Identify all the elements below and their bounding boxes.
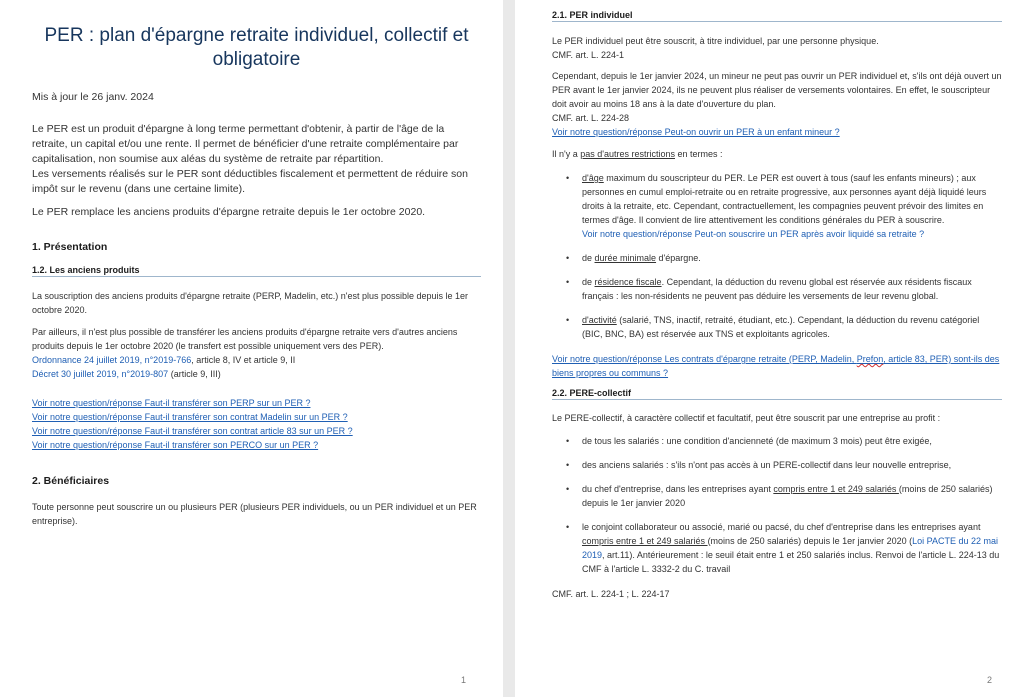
restrictions-intro <box>552 147 1002 161</box>
residence-pre: de <box>582 277 595 287</box>
anciens-produits-paragraph-1: La souscription des anciens produits d'épargne retraite (PERP, Madelin, etc.) n'est plus possible depuis le 1er octobre 2020. <box>32 291 469 315</box>
per-individuel-paragraph-2: Cependant, depuis le 1er janvier 2024, un mineur ne peut pas ouvrir un PER individuel et, s'ils ont déjà ouvert un PER avant le 1er janvier 2024, ils ne peuvent plus réaliser de versements volontaires. En effet, le souscripteur doit avoir au moins 18 ans à la date d'ouverture du plan. <box>552 71 1002 109</box>
decret-ref-text: (article 9, III) <box>168 369 221 379</box>
biens-propres-link-b: , article 83, PER) sont-ils des biens propres ou communs ? <box>552 354 1000 378</box>
page-number-2: 2 <box>987 675 993 685</box>
activite-underlined: d'activité <box>582 315 617 325</box>
beneficiaires-paragraph: Toute personne peut souscrire un ou plusieurs PER (plusieurs PER individuels, ou un PER individuel et un PER entreprise). <box>32 502 477 526</box>
residence-post: . Cependant, la déduction du revenu global est réservée aux résidents fiscaux français : les non-résidents ne peuvent pas déduire les versements de leur revenu global. <box>582 277 972 301</box>
per-individuel-ref-1: CMF. art. L. 224-1 <box>552 50 625 60</box>
bullet-icon: • <box>566 253 570 263</box>
intro-paragraph-2: Les versements réalisés sur le PER sont déductibles fiscalement et permettent de réduire son impôt sur le revenu (dans une certaine limite). <box>32 168 468 195</box>
restrictions-list <box>552 171 1002 341</box>
bullet-icon: • <box>566 484 570 494</box>
residence-underlined: résidence fiscale <box>594 277 662 287</box>
restrictions-underlined: pas d'autres restrictions <box>580 149 675 159</box>
restrictions-post: en termes : <box>675 149 723 159</box>
intro-paragraph-3: Le PER remplace les anciens produits d'épargne retraite depuis le 1er octobre 2020. <box>32 206 426 218</box>
section-presentation-heading: 1. Présentation <box>32 241 108 253</box>
updated-date: Mis à jour le 26 janv. 2024 <box>32 91 154 103</box>
chef-pre: du chef d'entreprise, dans les entreprises ayant <box>582 484 774 494</box>
faq-link-article83[interactable]: Voir notre question/réponse Faut-il transférer son contrat article 83 sur un PER ? <box>32 426 353 436</box>
faq-link-apres-retraite[interactable]: Voir notre question/réponse Peut-on souscrire un PER après avoir liquidé sa retraite ? <box>582 229 925 239</box>
pere-item-chef-entreprise <box>566 482 1002 510</box>
pere-item-salaries-text: de tous les salariés : une condition d'ancienneté (de maximum 3 mois) peut être exigée, <box>582 436 932 446</box>
per-individuel-paragraph-1: Le PER individuel peut être souscrit, à titre individuel, par une personne physique. <box>552 36 879 46</box>
faq-links <box>32 396 481 452</box>
anciens-produits-paragraph-2: Par ailleurs, il n'est plus possible de transférer les anciens produits d'épargne retraite vers d'autres anciens produits depuis le 1er octobre 2020 (le transfert est possible uniquement vers des PER). <box>32 327 458 351</box>
faq-link-perco[interactable]: Voir notre question/réponse Faut-il transférer son PERCO sur un PER ? <box>32 440 319 450</box>
ordonnance-ref-text: , article 8, IV et article 9, II <box>191 355 296 365</box>
restriction-age-item <box>566 171 1002 241</box>
document-page-1 <box>0 0 503 697</box>
section-per-individuel-heading: 2.1. PER individuel <box>552 10 1002 22</box>
age-underlined: d'âge <box>582 173 604 183</box>
pere-item-conjoint <box>566 520 1002 576</box>
conjoint-mid: (moins de 250 salariés) depuis le 1er janvier 2020 ( <box>707 536 913 546</box>
document-page-2 <box>515 0 1024 697</box>
bullet-icon: • <box>566 277 570 287</box>
section-beneficiaires-heading: 2. Bénéficiaires <box>32 475 110 487</box>
decret-link[interactable]: Décret 30 juillet 2019, n°2019-807 <box>32 369 169 379</box>
chef-underlined: compris entre 1 et 249 salariés <box>773 484 899 494</box>
document-title: PER : plan d'épargne retraite individuel, collectif et obligatoire <box>44 25 469 70</box>
page-number-1: 1 <box>461 675 467 685</box>
faq-link-biens-propres[interactable] <box>552 352 1002 380</box>
bullet-icon: • <box>566 460 570 470</box>
restriction-duree-item <box>566 251 1002 265</box>
bullet-icon: • <box>566 522 570 532</box>
loi-pacte-link[interactable]: Loi PACTE du 22 mai 2019 <box>582 536 999 560</box>
pere-collectif-ref: CMF. art. L. 224-1 ; L. 224-17 <box>552 589 670 599</box>
pere-collectif-intro: Le PERE-collectif, à caractère collectif et facultatif, peut être souscrit par une entreprise au profit : <box>552 413 941 423</box>
conjoint-post: , art.11). Antérieurement : le seuil était entre 1 et 250 salariés inclus. Renvoi de l'article L. 224-13 du CMF à l'article L. 3332-2 du C. travail <box>582 550 1000 574</box>
pere-collectif-list <box>552 434 1002 576</box>
restriction-residence-item <box>566 275 1002 303</box>
biens-propres-link-a: Voir notre question/réponse Les contrats d'épargne retraite (PERP, Madelin, <box>552 354 857 364</box>
age-text: maximum du souscripteur du PER. Le PER est ouvert à tous (sauf les enfants mineurs) ; aux personnes en cumul emploi-retraite ou en retraite progressive, aux personnes ayant déjà liquidé leurs droits à la retraite, etc. Cependant, contractuellement, les compagnies peuvent prévoir des limites en termes d'âge. Il convient de lire attentivement les conditions générales du PER à souscrire. <box>582 173 987 225</box>
intro-paragraph-1: Le PER est un produit d'épargne à long terme permettant d'obtenir, à partir de l'âge de la retraite, un capital et/ou une rente. Il permet de bénéficier d'une retraite complémentaire par capitalisation, non soumise aux aléas du système de retraite par répartition. <box>32 123 459 165</box>
section-pere-collectif-heading: 2.2. PERE-collectif <box>552 388 1002 400</box>
activite-post: (salarié, TNS, inactif, retraité, étudiant, etc.). Cependant, la déduction du revenu catégoriel (BIC, BNC, BA) est réservée aux TNS et exploitants agricoles. <box>582 315 980 339</box>
pere-item-anciens-salaries <box>566 458 1002 472</box>
bullet-icon: • <box>566 436 570 446</box>
restriction-activite-item <box>566 313 1002 341</box>
duree-post: d'épargne. <box>656 253 701 263</box>
per-individuel-ref-2: CMF. art. L. 224-28 <box>552 113 630 123</box>
bullet-icon: • <box>566 173 570 183</box>
chef-post: (moins de 250 salariés) depuis le 1er janvier 2020 <box>582 484 993 508</box>
prefon-word: Prefon <box>856 354 884 364</box>
conjoint-pre: le conjoint collaborateur ou associé, marié ou pacsé, du chef d'entreprise dans les entreprises ayant <box>582 522 981 532</box>
reference-decret <box>32 367 481 381</box>
bullet-icon: • <box>566 315 570 325</box>
reference-ordonnance <box>32 353 481 367</box>
faq-link-enfant-mineur[interactable]: Voir notre question/réponse Peut-on ouvrir un PER à un enfant mineur ? <box>552 127 840 137</box>
pere-item-anciens-text: des anciens salariés : s'ils n'ont pas accès à un PERE-collectif dans leur nouvelle entreprise, <box>582 460 952 470</box>
section-anciens-produits-heading: 1.2. Les anciens produits <box>32 265 481 277</box>
ordonnance-link[interactable]: Ordonnance 24 juillet 2019, n°2019-766 <box>32 355 192 365</box>
duree-underlined: durée minimale <box>594 253 657 263</box>
faq-link-perp[interactable]: Voir notre question/réponse Faut-il transférer son PERP sur un PER ? <box>32 398 311 408</box>
duree-pre: de <box>582 253 595 263</box>
restrictions-pre: Il n'y a <box>552 149 581 159</box>
conjoint-underlined: compris entre 1 et 249 salariés <box>582 536 708 546</box>
pere-item-salaries <box>566 434 1002 448</box>
faq-link-madelin[interactable]: Voir notre question/réponse Faut-il transférer son contrat Madelin sur un PER ? <box>32 412 348 422</box>
